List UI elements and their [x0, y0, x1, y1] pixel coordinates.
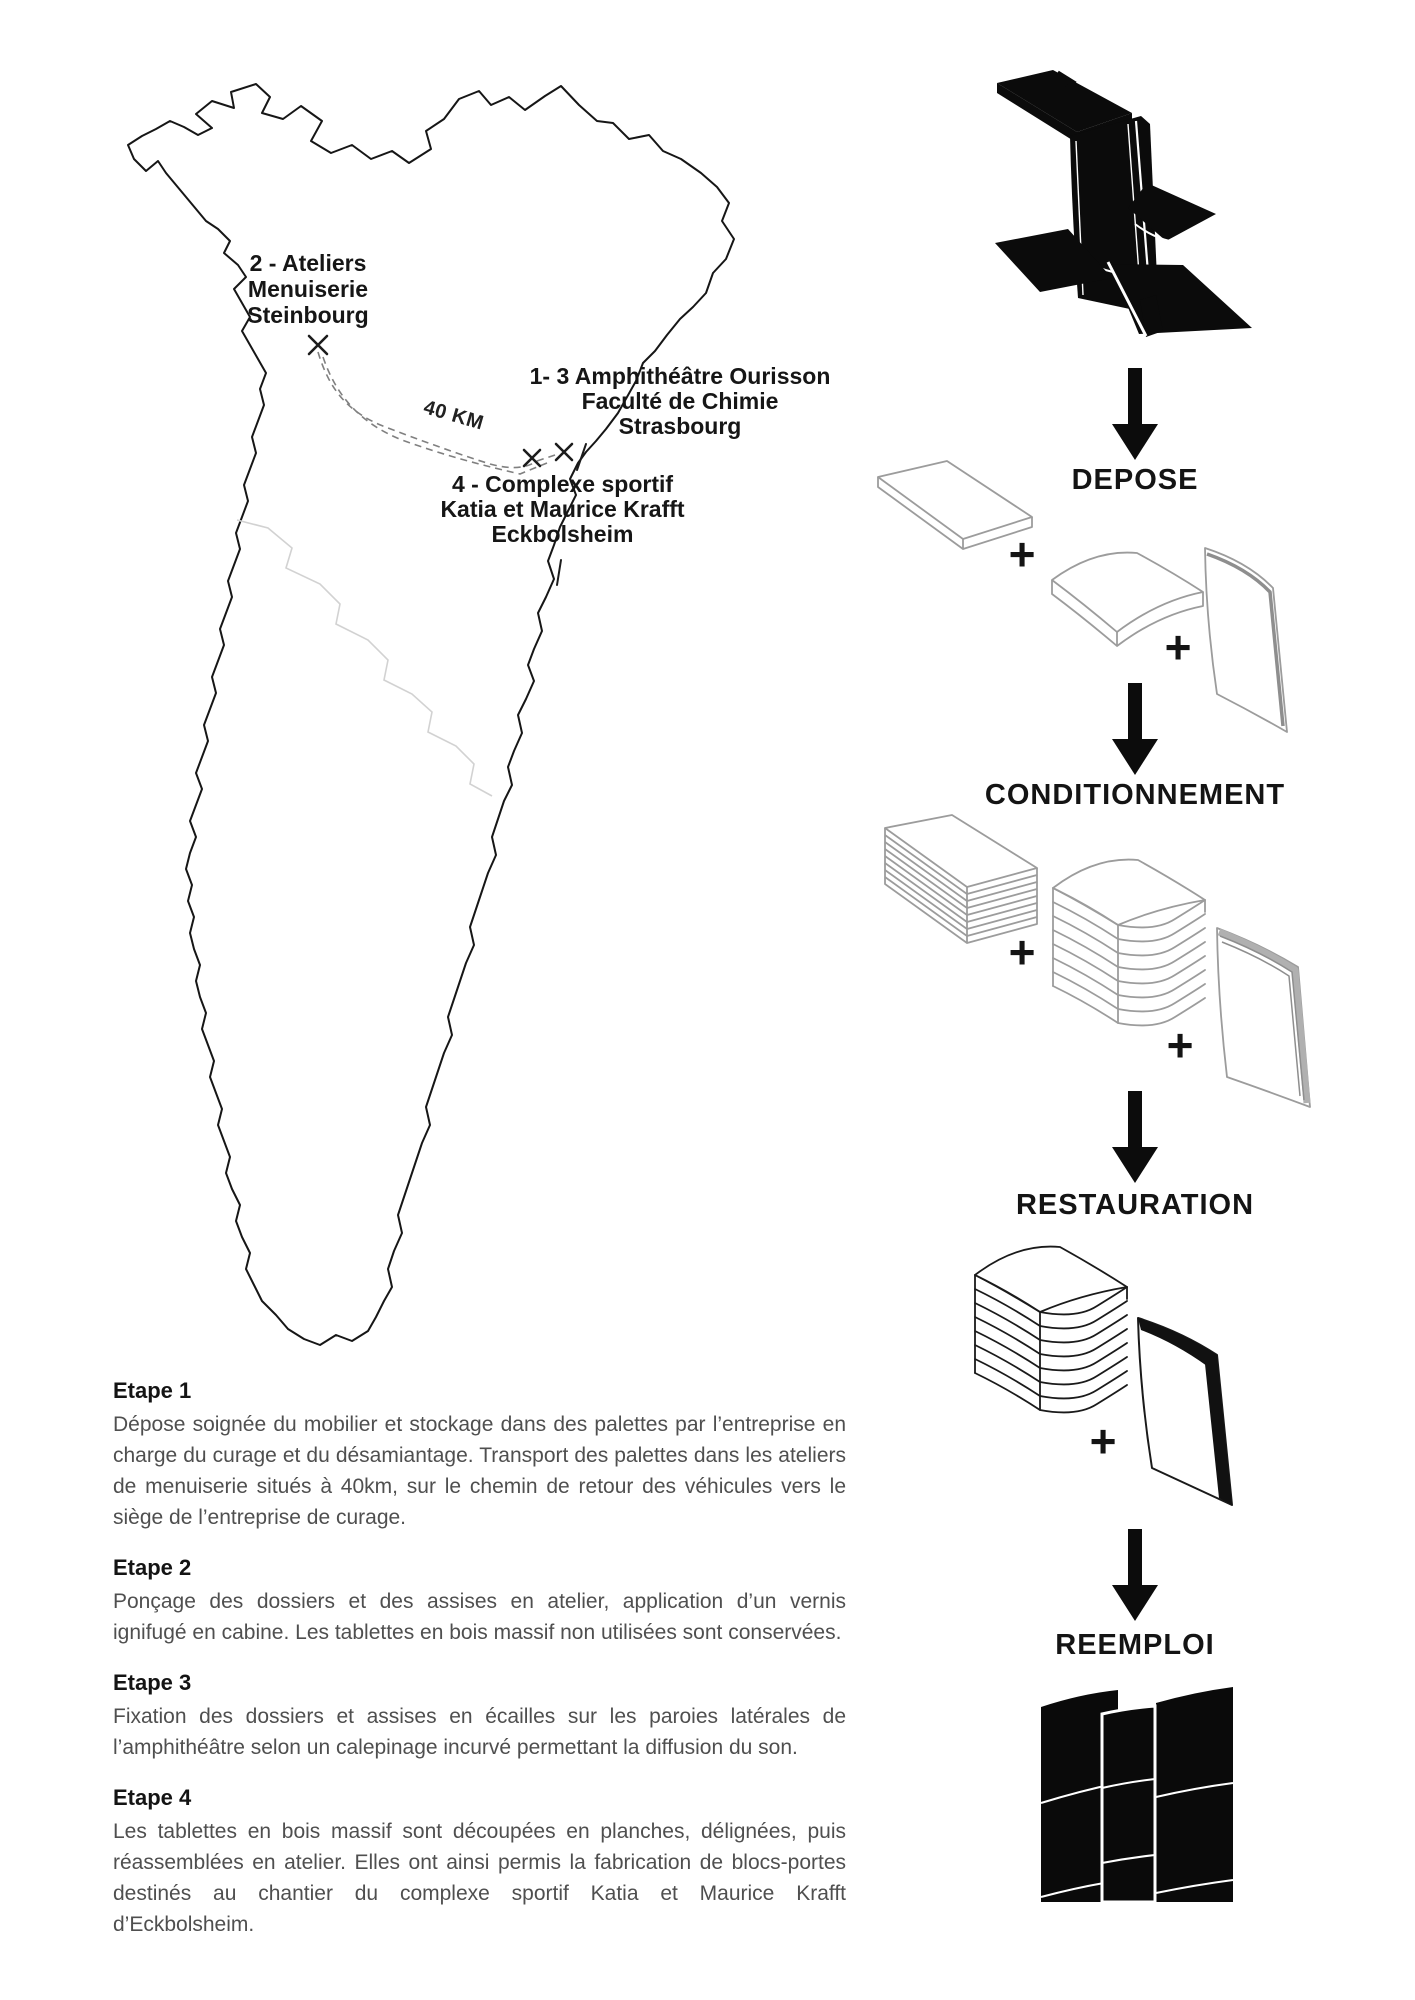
down-arrow-icon-1 — [1112, 368, 1158, 460]
map-label-line: 4 - Complexe sportif — [451, 471, 674, 497]
etape-4-title: Etape 4 — [113, 1785, 192, 1810]
plus-icon: + — [1089, 1415, 1117, 1467]
map-label-line: Katia et Maurice Krafft — [440, 496, 685, 522]
marker-x-strasbourg — [556, 444, 572, 460]
seat-stack-illustration — [1053, 860, 1205, 1026]
restored-backrest-illustration — [1138, 1318, 1232, 1505]
etape-1-title: Etape 1 — [113, 1378, 192, 1403]
backrest-stack-illustration — [1217, 928, 1310, 1107]
depose-parts-illustration — [878, 461, 1287, 732]
etape-4-body: Les tablettes en bois massif sont découpées en planches, délignées, puis réassemblées en atelier. Elles ont ainsi permis la fabrication de blocs-portes destinés au chantier du complexe sportif Katia et Maurice Krafft d’Eckbolsheim. — [113, 1820, 846, 1936]
door-panels-illustration — [1041, 1687, 1233, 1902]
map-label-line: Menuiserie — [247, 276, 369, 302]
board-stack-illustration — [885, 815, 1037, 943]
etapes-text-column — [113, 1378, 846, 1962]
marker-x-steinbourg — [309, 336, 327, 354]
map-label-steinbourg — [193, 250, 423, 328]
department-boundary-line — [237, 520, 492, 796]
etape-1-body: Dépose soignée du mobilier et stockage dans des palettes par l’entreprise en charge du curage et du désamiantage. Transport des palettes dans les ateliers de menuiserie situés à 40km, sur le chemin de retour des véhicules vers le siège de l’entreprise de curage. — [113, 1413, 846, 1529]
stage-label-depose: DEPOSE — [1071, 464, 1199, 496]
map-label-line: Faculté de Chimie — [581, 388, 779, 414]
map-label-line: Steinbourg — [247, 302, 369, 328]
restored-seat-stack-illustration — [975, 1247, 1127, 1413]
etape-2-title: Etape 2 — [113, 1555, 192, 1580]
etape-2-body: Ponçage des dossiers et des assises en atelier, application d’un vernis ignifugé en cabine. Les tablettes en bois massif non utilisées sont conservées. — [113, 1590, 846, 1644]
down-arrow-icon-2 — [1112, 683, 1158, 775]
map-label-line: 2 - Ateliers — [249, 250, 367, 276]
plus-icon: + — [1008, 528, 1036, 580]
map-label-line: 1- 3 Amphithéâtre Ourisson — [529, 363, 831, 389]
map-label-line: Strasbourg — [618, 413, 742, 439]
etape-4-block — [113, 1785, 846, 1940]
down-arrow-icon-3 — [1112, 1091, 1158, 1183]
etape-1-block — [113, 1378, 846, 1533]
map-label-line: Eckbolsheim — [491, 521, 634, 547]
stage-label-restauration: RESTAURATION — [1015, 1189, 1255, 1221]
plus-icon: + — [1008, 926, 1036, 978]
map-label-eckbolsheim — [420, 472, 705, 547]
plus-icon: + — [1164, 621, 1192, 673]
etape-2-block — [113, 1555, 846, 1648]
etape-3-block — [113, 1670, 846, 1763]
down-arrow-icon-4 — [1112, 1529, 1158, 1621]
stage-label-conditionnement: CONDITIONNEMENT — [984, 779, 1286, 811]
etape-3-body: Fixation des dossiers et assises en écailles sur les paroies latérales de l’amphithéâtre selon un calepinage incurvé permettant la diffusion du son. — [113, 1705, 846, 1759]
plus-icon: + — [1166, 1019, 1194, 1071]
backrest-panel-illustration — [1205, 548, 1287, 732]
distance-label: 40 KM — [421, 396, 487, 435]
stage-label-reemploi: REEMPLOI — [1055, 1629, 1215, 1661]
map-label-strasbourg — [520, 364, 840, 439]
etape-3-title: Etape 3 — [113, 1670, 192, 1695]
conditionnement-stacks-illustration — [885, 815, 1310, 1107]
seat-assembly-illustration — [995, 70, 1252, 337]
